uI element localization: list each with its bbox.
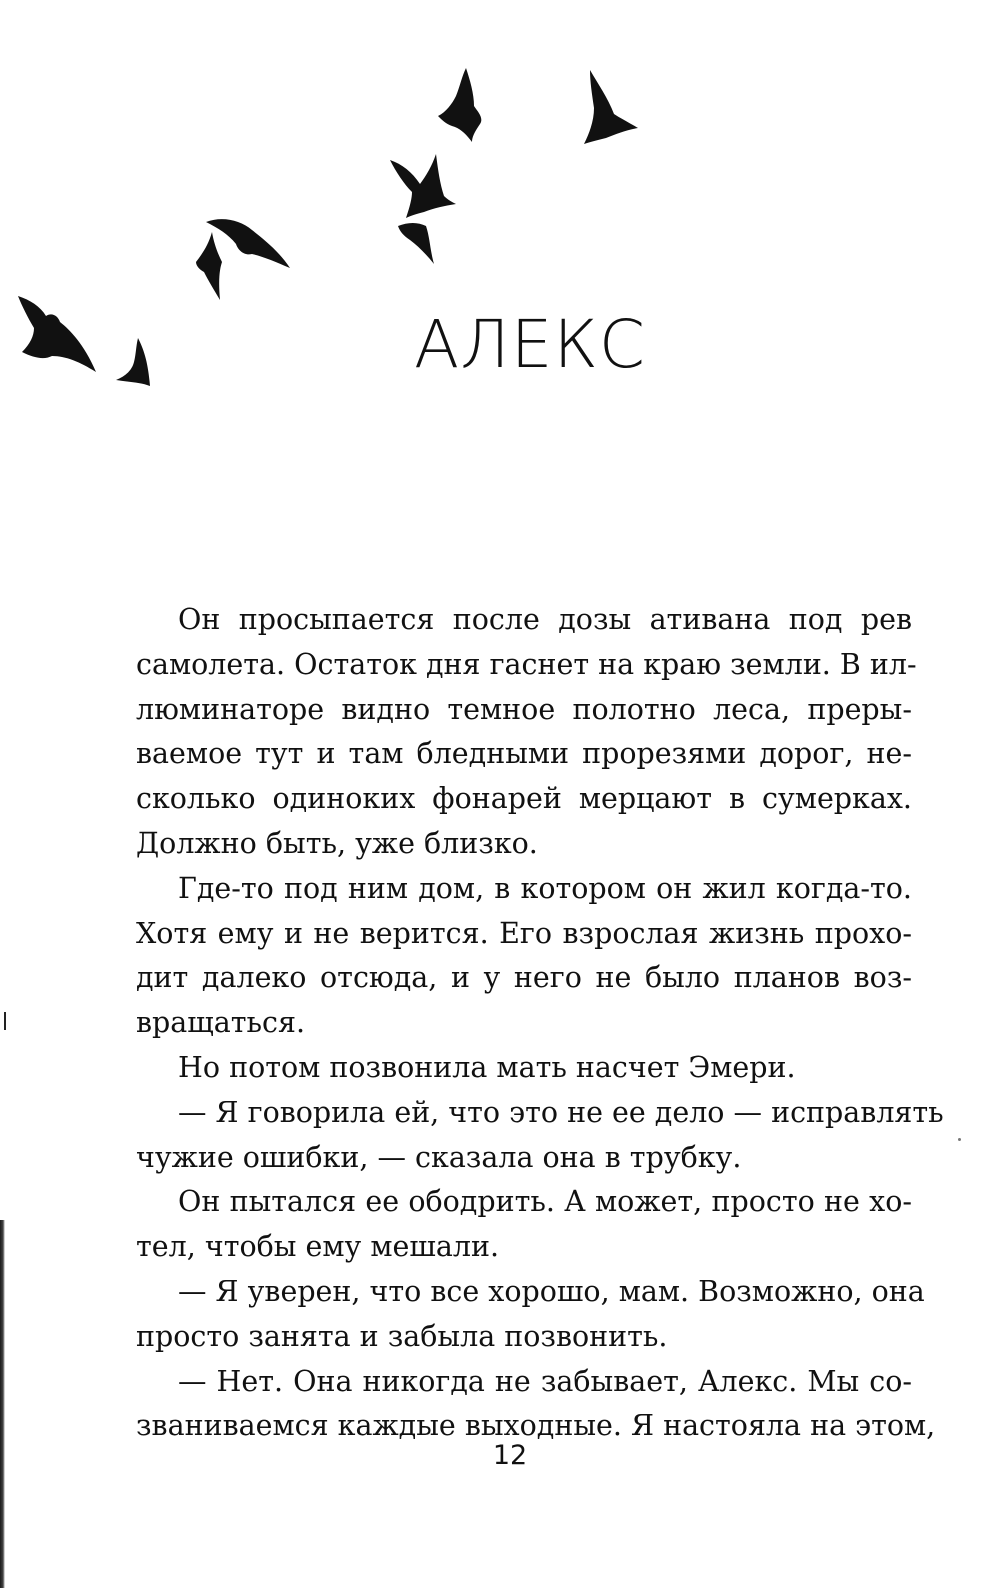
chapter-body-text: [136, 598, 944, 1449]
text-line: самолета. Остаток дня гаснет на краю земли. В ил-: [136, 647, 917, 681]
text-line: чужие ошибки, — сказала она в трубку.: [136, 1140, 742, 1174]
text-line: сколько одиноких фонарей мерцают в сумерках.: [136, 782, 912, 816]
text-line: Но потом позвонила мать насчет Эмери.: [178, 1050, 796, 1084]
page-edge-shadow: [0, 1220, 5, 1588]
text-line: — Я уверен, что все хорошо, мам. Возможно, она: [178, 1274, 925, 1308]
bird-icon: [390, 154, 456, 218]
text-line: дит далеко отсюда, и у него не было планов воз-: [136, 961, 912, 995]
scan-speck: [958, 1138, 961, 1141]
bird-icon: [18, 296, 96, 372]
text-line: званиваемся каждые выходные. Я настояла на этом,: [136, 1409, 936, 1443]
text-line: Хотя ему и не верится. Его взрослая жизнь прохо-: [136, 916, 912, 950]
text-line: — Я говорила ей, что это не ее дело — исправлять: [178, 1095, 944, 1129]
text-line: Должно быть, уже близко.: [136, 826, 538, 860]
bird-icon: [584, 70, 638, 144]
text-line: Где-то под ним дом, в котором он жил когда-то.: [178, 871, 912, 905]
text-line: вращаться.: [136, 1006, 306, 1040]
text-line: Он просыпается после дозы ативана под рев: [178, 603, 912, 636]
bird-icon: [196, 232, 222, 300]
text-line: люминаторе видно темное полотно леса, преры-: [136, 692, 912, 726]
text-line: Он пытался ее ободрить. А может, просто не хо-: [178, 1185, 912, 1219]
text-line: тел, чтобы ему мешали.: [136, 1230, 500, 1264]
text-line: просто занята и забыла позвонить.: [136, 1319, 668, 1353]
bird-icon: [398, 223, 434, 264]
bird-icon: [116, 338, 150, 386]
page-number: 12: [492, 1440, 528, 1471]
chapter-title: АЛЕКС: [413, 306, 647, 383]
text-line: ваемое тут и там бледными прорезями дорог, не-: [136, 737, 912, 771]
text-line: — Нет. Она никогда не забывает, Алекс. Мы со-: [178, 1364, 912, 1398]
bird-icon: [438, 68, 481, 142]
page-edge-mark: [4, 1012, 6, 1030]
